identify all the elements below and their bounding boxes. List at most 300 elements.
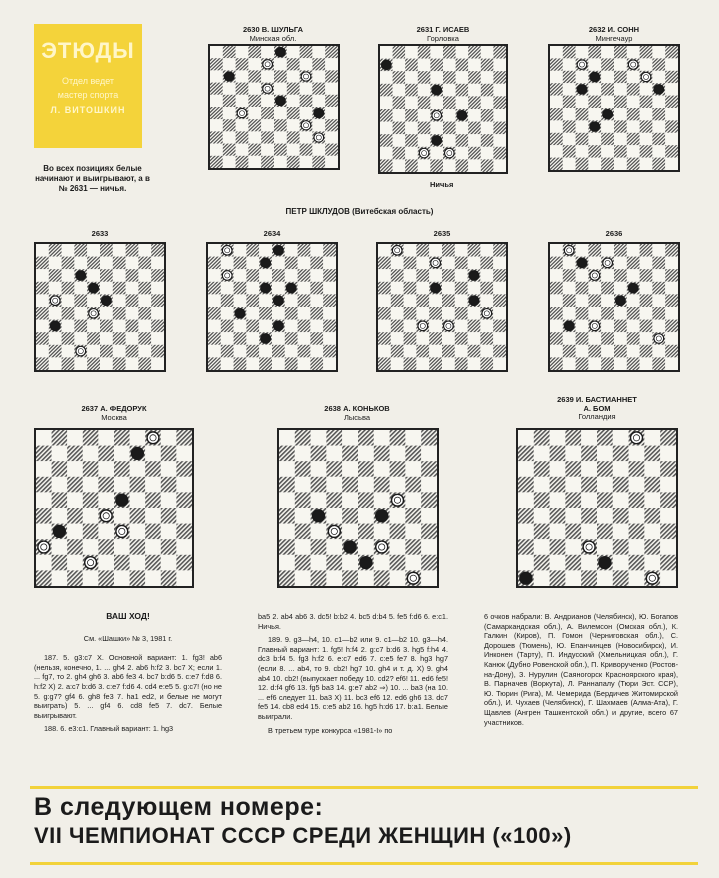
dark-square — [455, 332, 468, 345]
light-square — [36, 320, 49, 333]
dark-square — [665, 294, 678, 307]
light-square — [285, 244, 298, 257]
dark-square — [660, 430, 676, 446]
light-square — [581, 430, 597, 446]
checkers-board — [378, 44, 508, 174]
light-square — [246, 282, 259, 295]
dark-square — [208, 307, 221, 320]
dark-square — [652, 158, 665, 170]
dark-square — [581, 446, 597, 462]
dark-square — [279, 570, 295, 586]
dark-square — [325, 46, 338, 58]
black-checker-piece — [469, 296, 479, 306]
dark-square — [534, 524, 550, 540]
light-square — [565, 477, 581, 493]
diagram-title: 2637 А. ФЕДОРУК — [81, 404, 147, 413]
dark-square — [405, 59, 418, 72]
dark-square — [597, 430, 613, 446]
light-square — [208, 244, 221, 257]
solution-paragraph: В третьем туре конкурса «1981-I» по — [268, 725, 393, 735]
dark-square — [644, 539, 660, 555]
dark-square — [493, 345, 506, 358]
dark-square — [601, 307, 614, 320]
dark-square — [550, 332, 563, 345]
light-square — [455, 345, 468, 358]
dark-square — [563, 294, 576, 307]
light-square — [481, 96, 494, 109]
checkers-board — [516, 428, 678, 588]
light-square — [652, 46, 665, 58]
light-square — [550, 492, 566, 508]
light-square — [404, 345, 417, 358]
dark-square — [323, 269, 336, 282]
light-square — [468, 282, 481, 295]
light-square — [287, 46, 300, 58]
dark-square — [550, 446, 566, 462]
dark-square — [405, 109, 418, 122]
light-square — [443, 159, 456, 172]
light-square — [161, 492, 177, 508]
dark-square — [300, 46, 313, 58]
dark-square — [563, 120, 576, 132]
light-square — [493, 159, 506, 172]
dark-square — [246, 244, 259, 257]
light-square — [518, 555, 534, 571]
dark-square — [234, 332, 247, 345]
black-checker-piece — [50, 321, 60, 331]
light-square — [416, 282, 429, 295]
dark-square — [323, 294, 336, 307]
dark-square — [534, 430, 550, 446]
light-square — [248, 131, 261, 143]
light-square — [390, 539, 406, 555]
dark-square — [493, 46, 506, 59]
light-square — [83, 508, 99, 524]
light-square — [323, 307, 336, 320]
dark-square — [404, 307, 417, 320]
light-square — [130, 555, 146, 571]
dark-square — [665, 320, 678, 333]
light-square — [393, 109, 406, 122]
checkers-board — [34, 242, 166, 372]
white-checker-piece — [603, 258, 613, 268]
column-heading: ВАШ ХОД! — [106, 611, 150, 621]
light-square — [378, 269, 391, 282]
light-square — [629, 570, 645, 586]
dark-square — [246, 269, 259, 282]
light-square — [627, 46, 640, 58]
white-checker-piece — [328, 525, 340, 537]
light-square — [534, 477, 550, 493]
dark-square — [627, 133, 640, 145]
dark-square — [430, 159, 443, 172]
light-square — [468, 134, 481, 147]
light-square — [326, 446, 342, 462]
dark-square — [640, 244, 653, 257]
dark-square — [114, 461, 130, 477]
dark-square — [455, 257, 468, 270]
light-square — [221, 332, 234, 345]
checkers-board — [206, 242, 338, 372]
dark-square — [98, 446, 114, 462]
light-square — [405, 461, 421, 477]
light-square — [430, 46, 443, 59]
light-square — [126, 257, 139, 270]
light-square — [404, 244, 417, 257]
dark-square — [601, 357, 614, 370]
white-checker-piece — [85, 557, 97, 569]
dark-square — [274, 70, 287, 82]
light-square — [480, 345, 493, 358]
dark-square — [311, 477, 327, 493]
dark-square — [405, 477, 421, 493]
light-square — [323, 357, 336, 370]
board-grid — [380, 46, 506, 172]
light-square — [138, 244, 151, 257]
light-square — [550, 71, 563, 83]
light-square — [418, 59, 431, 72]
dark-square — [627, 83, 640, 95]
dark-square — [279, 446, 295, 462]
dark-square — [652, 133, 665, 145]
dark-square — [100, 244, 113, 257]
light-square — [418, 84, 431, 97]
light-square — [83, 570, 99, 586]
dark-square — [246, 294, 259, 307]
dark-square — [138, 257, 151, 270]
dark-square — [287, 58, 300, 70]
dark-square — [176, 430, 192, 446]
light-square — [563, 257, 576, 270]
black-checker-piece — [577, 85, 587, 94]
dark-square — [518, 508, 534, 524]
light-square — [627, 320, 640, 333]
white-checker-piece — [38, 541, 50, 553]
dark-square — [248, 46, 261, 58]
white-checker-piece — [654, 334, 664, 344]
dark-square — [565, 524, 581, 540]
light-square — [576, 71, 589, 83]
dark-square — [614, 96, 627, 108]
dark-square — [640, 320, 653, 333]
black-checker-piece — [131, 447, 143, 459]
dark-square — [518, 539, 534, 555]
white-checker-piece — [301, 121, 311, 130]
dark-square — [534, 555, 550, 571]
dark-square — [443, 96, 456, 109]
light-square — [468, 59, 481, 72]
light-square — [378, 345, 391, 358]
light-square — [223, 107, 236, 119]
dark-square — [210, 83, 223, 95]
dark-square — [481, 59, 494, 72]
light-square — [300, 83, 313, 95]
light-square — [518, 430, 534, 446]
light-square — [588, 357, 601, 370]
dark-square — [613, 477, 629, 493]
light-square — [468, 357, 481, 370]
dark-square — [176, 492, 192, 508]
light-square — [518, 524, 534, 540]
light-square — [311, 461, 327, 477]
light-square — [614, 158, 627, 170]
black-checker-piece — [469, 271, 479, 281]
light-square — [126, 282, 139, 295]
light-square — [298, 282, 311, 295]
dark-square — [652, 108, 665, 120]
black-checker-piece — [599, 557, 611, 569]
light-square — [576, 96, 589, 108]
light-square — [652, 294, 665, 307]
diagram-coauthor: А. БОМ — [583, 403, 611, 413]
light-square — [614, 133, 627, 145]
dark-square — [629, 492, 645, 508]
light-square — [391, 307, 404, 320]
dark-square — [36, 282, 49, 295]
dark-square — [310, 257, 323, 270]
light-square — [248, 58, 261, 70]
light-square — [323, 257, 336, 270]
light-square — [223, 83, 236, 95]
diagram-heading — [277, 405, 437, 422]
dark-square — [298, 345, 311, 358]
dark-square — [442, 269, 455, 282]
light-square — [430, 71, 443, 84]
dark-square — [378, 332, 391, 345]
checkers-board — [548, 242, 680, 372]
light-square — [113, 345, 126, 358]
dark-square — [130, 570, 146, 586]
light-square — [665, 332, 678, 345]
black-checker-piece — [276, 47, 286, 56]
light-square — [295, 539, 311, 555]
dark-square — [74, 244, 87, 257]
light-square — [98, 492, 114, 508]
light-square — [416, 257, 429, 270]
light-square — [248, 156, 261, 168]
light-square — [588, 282, 601, 295]
dark-square — [67, 539, 83, 555]
light-square — [83, 539, 99, 555]
dark-square — [342, 477, 358, 493]
dark-square — [151, 294, 164, 307]
dark-square — [36, 446, 52, 462]
light-square — [36, 492, 52, 508]
dark-square — [550, 158, 563, 170]
dark-square — [393, 122, 406, 135]
diagram-heading — [378, 26, 508, 43]
dark-square — [665, 269, 678, 282]
light-square — [323, 332, 336, 345]
light-square — [374, 524, 390, 540]
light-square — [404, 294, 417, 307]
light-square — [274, 107, 287, 119]
dark-square — [468, 320, 481, 333]
dark-square — [456, 59, 469, 72]
light-square — [576, 145, 589, 157]
dark-square — [421, 524, 437, 540]
dark-square — [421, 430, 437, 446]
dark-square — [652, 58, 665, 70]
dark-square — [323, 345, 336, 358]
light-square — [390, 446, 406, 462]
dark-square — [576, 282, 589, 295]
light-square — [563, 357, 576, 370]
dark-square — [468, 244, 481, 257]
solution-paragraph: 187. 5. g3:c7 X. Основной вариант: 1. fg3! ab6 (нельзя, конечно, 1. ... gh4 2. ab6 h:f2 3. bc7 X; если 1. ... fg7, то 2. gh4 gh6 3. ab6 fe3 4. bc7 b:d6 5. c:e7 f:d8 6. h:f2 X) 2. a:c7 b:d6 3. c:e7 f:d6 4. cd4 e:e5 5. g:c7! (но не 5. g:g7? gf4 6. gh8 fe3 7. ha1 ed2, и белые не могут выиграть) 5. ... gf4 6. cd8 fe5 7. dc7. Белые выигрывают. — [34, 653, 222, 720]
dark-square — [565, 461, 581, 477]
dark-square — [311, 539, 327, 555]
dark-square — [83, 461, 99, 477]
light-square — [287, 70, 300, 82]
dark-square — [640, 96, 653, 108]
light-square — [534, 570, 550, 586]
dark-square — [130, 508, 146, 524]
light-square — [114, 477, 130, 493]
dark-square — [98, 570, 114, 586]
light-square — [100, 257, 113, 270]
dark-square — [613, 446, 629, 462]
light-square — [358, 508, 374, 524]
diagram-heading — [34, 405, 194, 422]
dark-square — [660, 492, 676, 508]
dark-square — [358, 492, 374, 508]
light-square — [138, 294, 151, 307]
dark-square — [176, 524, 192, 540]
dark-square — [481, 109, 494, 122]
section-header-box — [34, 24, 142, 148]
light-square — [393, 59, 406, 72]
black-checker-piece — [457, 111, 467, 121]
dark-square — [295, 492, 311, 508]
dark-square — [455, 282, 468, 295]
dark-square — [481, 159, 494, 172]
light-square — [98, 461, 114, 477]
dark-square — [221, 345, 234, 358]
light-square — [405, 492, 421, 508]
dark-square — [455, 357, 468, 370]
light-square — [550, 244, 563, 257]
light-square — [285, 269, 298, 282]
dark-square — [550, 83, 563, 95]
diagram-heading — [548, 26, 680, 43]
dark-square — [151, 244, 164, 257]
light-square — [358, 539, 374, 555]
dark-square — [405, 446, 421, 462]
light-square — [576, 244, 589, 257]
dark-square — [563, 269, 576, 282]
light-square — [287, 95, 300, 107]
light-square — [442, 332, 455, 345]
light-square — [274, 58, 287, 70]
text-column-1 — [34, 612, 222, 738]
section-rank: мастер спорта — [57, 90, 119, 100]
dark-square — [374, 477, 390, 493]
light-square — [550, 120, 563, 132]
light-square — [49, 332, 62, 345]
dark-square — [36, 357, 49, 370]
dark-square — [246, 320, 259, 333]
dark-square — [295, 461, 311, 477]
dark-square — [416, 244, 429, 257]
light-square — [614, 282, 627, 295]
light-square — [391, 332, 404, 345]
light-square — [114, 446, 130, 462]
light-square — [480, 269, 493, 282]
black-checker-piece — [628, 283, 638, 293]
dark-square — [588, 96, 601, 108]
light-square — [374, 430, 390, 446]
light-square — [518, 492, 534, 508]
light-square — [613, 524, 629, 540]
dark-square — [443, 122, 456, 135]
dark-square — [581, 508, 597, 524]
light-square — [629, 477, 645, 493]
light-square — [627, 145, 640, 157]
dark-square — [326, 430, 342, 446]
dark-square — [391, 294, 404, 307]
dark-square — [300, 144, 313, 156]
dark-square — [405, 539, 421, 555]
light-square — [429, 345, 442, 358]
light-square — [442, 282, 455, 295]
dark-square — [660, 461, 676, 477]
light-square — [145, 508, 161, 524]
light-square — [380, 46, 393, 59]
text-column-3 — [484, 612, 678, 731]
light-square — [310, 294, 323, 307]
dark-square — [660, 524, 676, 540]
diagram-title: 2635 — [433, 229, 451, 238]
dark-square — [285, 357, 298, 370]
dark-square — [576, 307, 589, 320]
dark-square — [468, 122, 481, 135]
light-square — [456, 96, 469, 109]
light-square — [563, 108, 576, 120]
black-checker-piece — [577, 258, 587, 268]
black-checker-piece — [344, 541, 356, 553]
light-square — [601, 120, 614, 132]
dark-square — [223, 144, 236, 156]
dark-square — [236, 58, 249, 70]
light-square — [221, 307, 234, 320]
dark-square — [298, 269, 311, 282]
dark-square — [493, 294, 506, 307]
white-checker-piece — [432, 111, 442, 121]
light-square — [588, 83, 601, 95]
light-square — [665, 357, 678, 370]
solution-paragraph: 188. 6. e3:c1. Главный вариант: 1. hg3 — [44, 724, 174, 734]
light-square — [416, 332, 429, 345]
dark-square — [279, 539, 295, 555]
light-square — [295, 446, 311, 462]
dark-square — [629, 524, 645, 540]
dark-square — [295, 430, 311, 446]
light-square — [468, 307, 481, 320]
light-square — [640, 282, 653, 295]
light-square — [481, 71, 494, 84]
light-square — [312, 144, 325, 156]
dark-square — [161, 477, 177, 493]
dark-square — [113, 307, 126, 320]
light-square — [287, 119, 300, 131]
light-square — [640, 108, 653, 120]
light-square — [246, 357, 259, 370]
light-square — [279, 461, 295, 477]
dark-square — [310, 357, 323, 370]
light-square — [550, 145, 563, 157]
dark-square — [236, 156, 249, 168]
